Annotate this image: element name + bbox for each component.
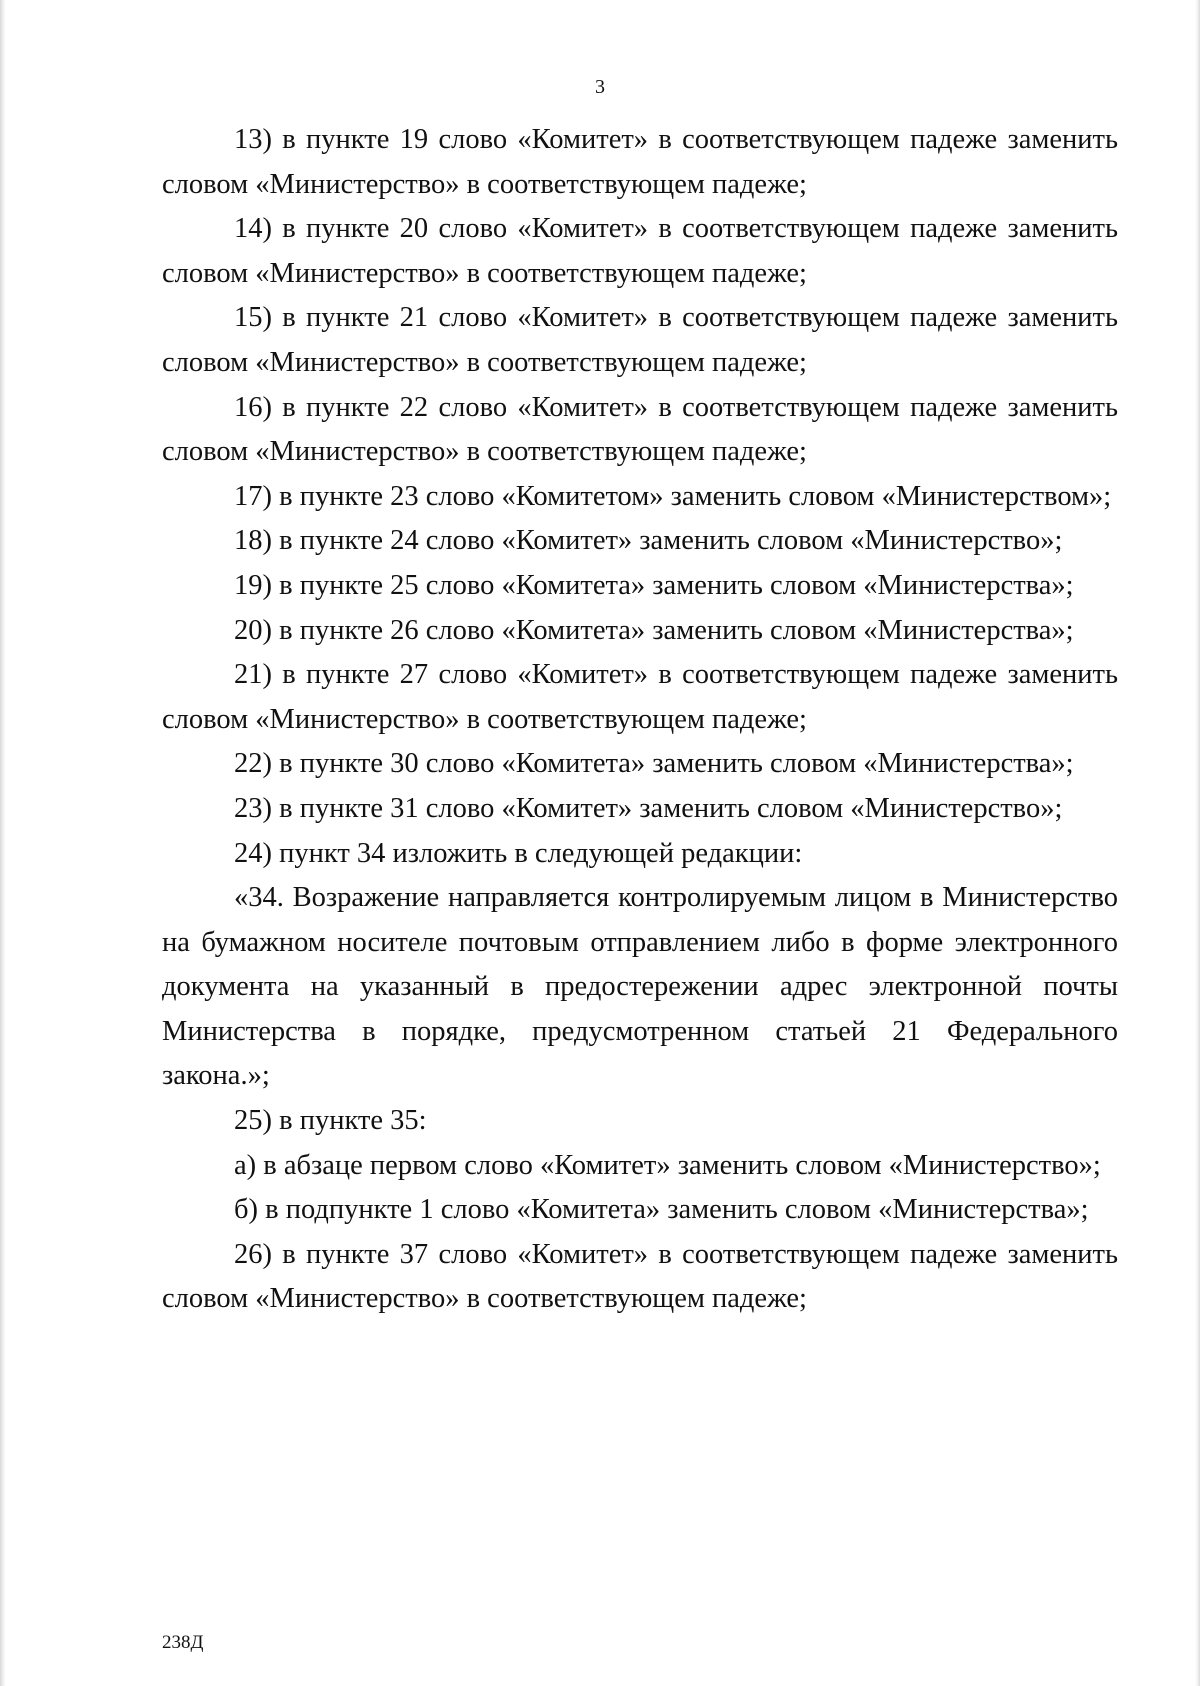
paragraph-item-18: 18) в пункте 24 слово «Комитет» заменить словом «Министерство»; [234,525,1063,557]
paragraph-item-17: 17) в пункте 23 слово «Комитетом» заменить словом «Министерством»; [234,480,1112,512]
paragraph-item-21: 21) в пункте 27 слово «Комитет» в соответствующем падеже заменить словом «Министерство» в соответствующем падеже; [162,659,1118,735]
scan-edge-right [1195,0,1200,1686]
paragraph-item-25: 25) в пункте 35: [234,1105,427,1137]
document-body [162,118,1118,1322]
paragraph-item-15: 15) в пункте 21 слово «Комитет» в соответствующем падеже заменить словом «Министерство» в соответствующем падеже; [162,302,1118,378]
paragraph-quoted-point-34: «34. Возражение направляется контролируемым лицом в Министерство на бумажном носителе почтовым отправлением либо в форме электронного документа на указанный в предостережении адрес электронной почты Министерства в порядке, предусмотренном статьей 21 Федерального закона.»; [162,882,1118,1092]
paragraph-item-22: 22) в пункте 30 слово «Комитета» заменить словом «Министерства»; [234,748,1074,780]
scan-edge-left [0,0,6,1686]
paragraph-item-19: 19) в пункте 25 слово «Комитета» заменить словом «Министерства»; [234,569,1074,601]
paragraph-item-26: 26) в пункте 37 слово «Комитет» в соответствующем падеже заменить словом «Министерство» в соответствующем падеже; [162,1238,1118,1315]
footer-document-code: 238Д [162,1632,204,1653]
paragraph-item-16: 16) в пункте 22 слово «Комитет» в соответствующем падеже заменить словом «Министерство» в соответствующем падеже; [162,391,1118,468]
page-number: 3 [595,76,605,98]
paragraph-item-23: 23) в пункте 31 слово «Комитет» заменить словом «Министерство»; [234,792,1063,824]
paragraph-item-24: 24) пункт 34 изложить в следующей редакции: [234,837,803,869]
paragraph-item-20: 20) в пункте 26 слово «Комитета» заменить словом «Министерства»; [234,614,1074,646]
paragraph-item-14: 14) в пункте 20 слово «Комитет» в соответствующем падеже заменить словом «Министерство» в соответствующем падеже; [162,213,1118,289]
paragraph-subitem-a: а) в абзаце первом слово «Комитет» заменить словом «Министерство»; [234,1149,1101,1181]
paragraph-subitem-b: б) в подпункте 1 слово «Комитета» заменить словом «Министерства»; [234,1194,1089,1226]
paragraph-item-13: 13) в пункте 19 слово «Комитет» в соответствующем падеже заменить словом «Министерство» в соответствующем падеже; [162,124,1118,200]
